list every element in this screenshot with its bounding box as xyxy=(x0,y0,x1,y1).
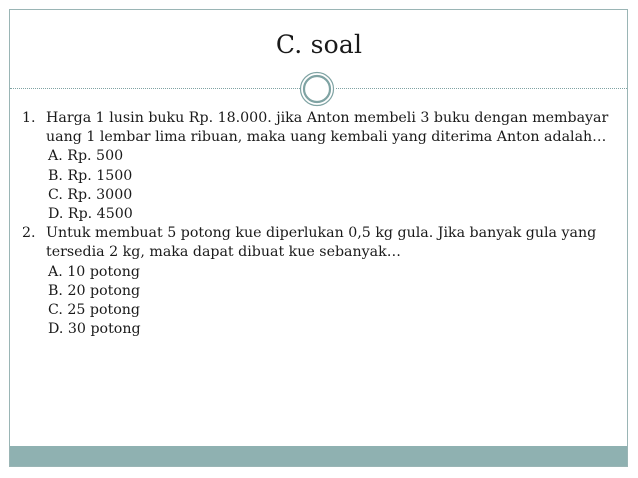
question-number: 2. xyxy=(22,225,36,242)
title-divider-left xyxy=(10,88,300,89)
circle-ornament-icon xyxy=(299,71,335,107)
question-text-line: Harga 1 lusin buku Rp. 18.000. jika Anton membeli 3 buku dengan membayar xyxy=(46,110,609,126)
answer-option-b: B. Rp. 1500 xyxy=(48,167,133,184)
title-divider-right xyxy=(336,88,627,89)
answer-option-a: A. Rp. 500 xyxy=(48,148,124,165)
answer-option-b: B. 20 potong xyxy=(48,282,141,299)
question-1 xyxy=(22,109,622,224)
question-list xyxy=(22,109,622,339)
answer-option-c: C. Rp. 3000 xyxy=(48,186,133,203)
answer-option-a: A. 10 potong xyxy=(48,263,140,280)
question-text-line: tersedia 2 kg, maka dapat dibuat kue sebanyak… xyxy=(46,244,401,261)
question-text-line: Untuk membuat 5 potong kue diperlukan 0,5 kg gula. Jika banyak gula yang xyxy=(46,225,597,242)
answer-option-d: D. Rp. 4500 xyxy=(48,206,133,223)
answer-option-d: D. 30 potong xyxy=(48,321,141,338)
question-body xyxy=(46,224,622,339)
slide-title: C. soal xyxy=(275,30,363,59)
question-body xyxy=(46,109,622,224)
bottom-decorative-band xyxy=(10,446,627,466)
question-number: 1. xyxy=(22,110,36,126)
question-2 xyxy=(22,224,622,339)
question-text-line: uang 1 lembar lima ribuan, maka uang kembali yang diterima Anton adalah… xyxy=(46,129,607,146)
answer-option-c: C. 25 potong xyxy=(48,302,141,319)
